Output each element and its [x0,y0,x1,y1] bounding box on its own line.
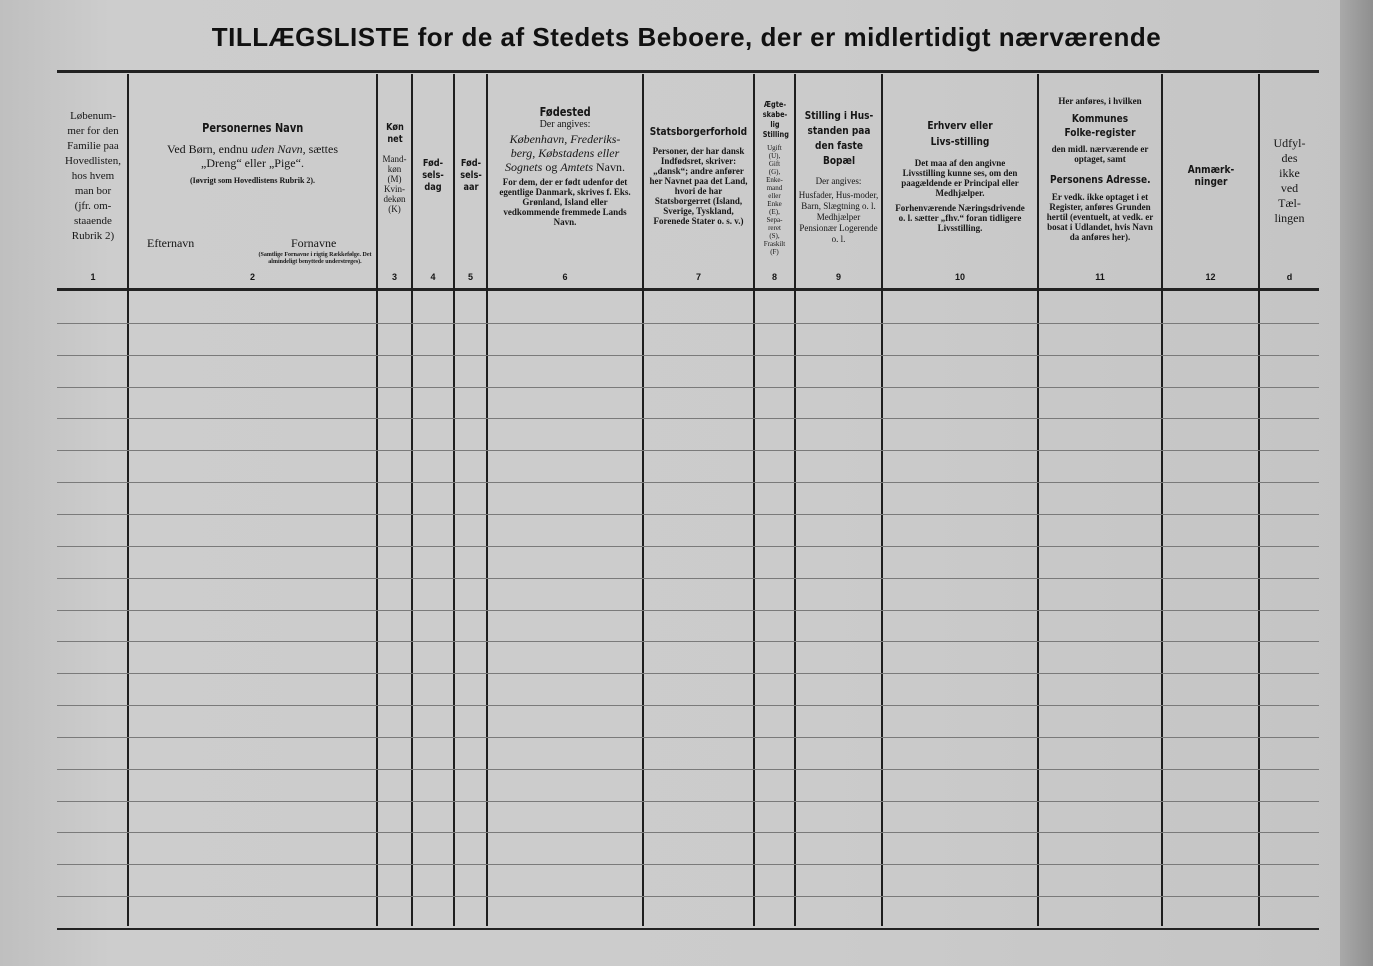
col8-header [755,78,794,274]
table-row-rule [57,705,1319,706]
col6-l5: For dem, der er født udenfor det egentlige Danmark, skrives f. Eks. Grønland, Island eller vedkommende fremmede Lands Navn. [499,177,631,227]
header-rule [57,288,1319,291]
col1-line: Løbenum- [70,109,116,122]
page-edge [1340,0,1373,966]
col10-header [883,78,1037,274]
table-row-rule [57,450,1319,451]
col8-line: (U), [768,152,781,160]
cold-number: d [1286,272,1293,282]
col7-body: Personer, der har dansk Indfødsret, skriver: „dansk“; andre anfører her Navnet paa det Land, hvori de har Statsborgerret (Island, Sverige, Tyskland, Forenede Stater o. s. v.) [649,146,748,226]
col1-line: Familie paa [67,139,119,152]
col8-number: 8 [771,272,777,282]
col9-l2: Husfader, Hus-moder, Barn, Slægtning o. l. Medhjælper Pensionær Logerende o. l. [798,190,879,244]
col3-number: 3 [391,272,397,282]
col6-l3: berg, Købstadens eller [510,146,620,160]
bottom-rule [57,928,1319,930]
col8-line: (G), [768,168,781,176]
table-row-rule [57,355,1319,356]
cold-line: ikke [1279,166,1300,180]
col8-line: (F) [770,248,779,256]
cold-line: Udfyl- [1273,136,1306,150]
top-rule [57,70,1319,73]
col2-header [129,78,376,274]
col5-heading: Fød-sels-aar [459,158,482,193]
col11-l2: Er vedk. ikke optaget i et Register, anføres Grunden hertil (eventuelt, at vedk. er bosat i Udlandet, hvis Navn da anføres her). [1046,192,1154,242]
col5-header [455,78,486,274]
cold-line: lingen [1274,211,1305,225]
col6-heading: Fødested [539,105,591,119]
col8-line: Fraskilt [763,240,786,248]
table-row-rule [57,323,1319,324]
col8-line: reret [768,224,781,232]
col11-l1: den midl. nærværende er optaget, samt [1051,144,1149,164]
col1-header [59,78,127,274]
table-row-rule [57,418,1319,419]
col3-heading: Kønnet [385,122,404,145]
table-row-rule [57,801,1319,802]
col11-l0: Her anføres, i hvilken [1058,96,1142,106]
cold-line: Tæl- [1278,196,1301,210]
col6-header [488,78,642,274]
col1-line: (jfr. om- [74,199,112,212]
col7-number: 7 [695,272,701,282]
col11-header [1039,78,1161,274]
table-row-rule [57,610,1319,611]
cold-line: des [1281,151,1298,165]
col2-heading: Personernes Navn [201,121,304,135]
col6-l4d: Navn. [596,160,625,174]
col6-l1: Der angives: [539,119,591,130]
col1-line: man bor [74,184,112,197]
col3-line: (M) [387,174,402,184]
table-row-rule [57,546,1319,547]
table-row-rule [57,769,1319,770]
table-row-rule [57,482,1319,483]
col8-line: Enke- [766,176,783,184]
col10-number: 10 [954,272,965,282]
col5-number: 5 [467,272,473,282]
col8-line: Gift [768,160,781,168]
table-row-rule [57,737,1319,738]
col2-fornavne-note: (Samtlige Fornavne i rigtig Rækkefølge. Det almindeligt benyttede understreges). [258,252,372,265]
table-row-rule [57,514,1319,515]
col3-line: køn [387,164,402,174]
col4-header [413,78,453,274]
table-row-rule [57,641,1319,642]
table-row-rule [57,673,1319,674]
table-row-rule [57,578,1319,579]
col9-number: 9 [835,272,841,282]
col8-line: mand [766,184,783,192]
col10-l1: Det maa af den angivne Livsstilling kunne ses, om den paagældende er Principal eller Medhjælper. [901,158,1019,198]
col11-heading: Kommunes Folke-register [1064,112,1136,139]
col1-line: staaende [74,214,112,227]
col3-line: Mand- [382,154,407,164]
col2-line1-end: sættes [308,142,338,156]
col1-line: Hovedlisten, [65,154,121,167]
col1-line: Rubrik 2) [71,229,115,242]
col8-line: (S), [769,232,780,240]
col2-efternavn: Efternavn [147,236,195,250]
col9-header [796,78,881,274]
col1-line: hos hvem [71,169,115,182]
col6-l2: København, Frederiks- [509,132,621,146]
col2-line1: Ved Børn, endnu [167,142,248,156]
col2-line3: (Iøvrigt som Hovedlistens Rubrik 2). [189,176,316,185]
col8-line: Sepa- [766,216,783,224]
col10-heading: Erhverv eller Livs-stilling [927,119,993,148]
col6-l4c: Amtets [560,160,593,174]
col7-header [644,78,753,274]
col8-line: Ugift [767,144,782,152]
col11-heading2: Personens Adresse. [1049,173,1151,186]
col12-heading: Anmærk-ninger [1187,163,1234,188]
col1-line: mer for den [67,124,119,137]
col8-line: Enke [767,200,782,208]
col8-line: eller [768,192,781,200]
col6-l4a: Sognets [504,160,543,174]
col2-fornavne: Fornavne [291,236,337,250]
col9-l1: Der angives: [815,176,862,186]
col12-header [1163,78,1258,274]
col12-number: 12 [1205,272,1216,282]
col3-header [378,78,411,274]
census-form-table [57,70,1319,932]
table-row-rule [57,832,1319,833]
table-row-rule [57,387,1319,388]
col2-line1-italic: uden Navn, [251,142,306,156]
col6-l4b: og [545,160,558,174]
col6-number: 6 [562,272,568,282]
col3-line: (K) [388,204,401,214]
col2-line2: „Dreng“ eller „Pige“. [201,156,304,170]
table-row-rule [57,896,1319,897]
col1-number: 1 [90,272,96,282]
col10-l2: Forhenværende Næringsdrivende o. l. sætter „fhv.“ foran tidligere Livsstilling. [895,203,1025,233]
col9-heading: Stilling i Hus-standen paa den faste Bopæl [804,109,873,167]
col4-heading: Fød-sels-dag [422,158,444,193]
col4-number: 4 [430,272,436,282]
col3-line: dekøn [383,194,406,204]
col2-number: 2 [249,272,255,282]
col8-line: (E), [769,208,780,216]
table-row-rule [57,864,1319,865]
cold-header [1260,78,1319,274]
col11-number: 11 [1095,272,1105,282]
col3-line: Kvin- [384,184,405,194]
col7-heading: Statsborgerforhold [649,125,748,138]
cold-line: ved [1280,181,1299,195]
page-title: TILLÆGSLISTE for de af Stedets Beboere, der er midlertidigt nærværende [211,22,1162,52]
col8-heading: Ægte-skabe-lig Stilling [762,100,789,139]
